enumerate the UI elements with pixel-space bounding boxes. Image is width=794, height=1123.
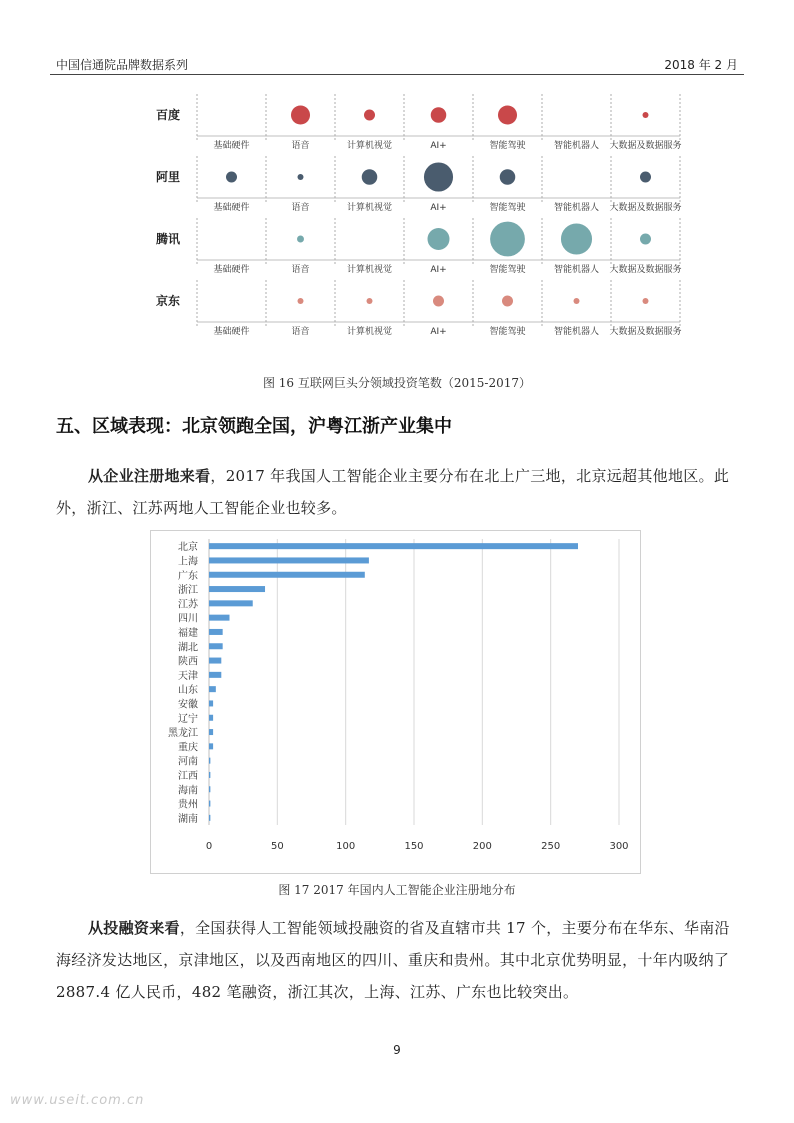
y-tick-label: 辽宁 — [178, 713, 198, 725]
category-label: 基础硬件 — [213, 327, 250, 337]
bar-贵州 — [209, 801, 210, 807]
bubble-腾讯-智能机器人 — [561, 223, 592, 254]
category-label: 基础硬件 — [213, 265, 250, 275]
category-label: 语音 — [291, 265, 310, 275]
category-label: 大数据及数据服务 — [609, 203, 682, 213]
bar-陕西 — [209, 658, 221, 664]
category-label: 大数据及数据服务 — [609, 327, 682, 337]
bar-黑龙江 — [209, 729, 213, 735]
bar-福建 — [209, 629, 223, 635]
category-label: 语音 — [291, 203, 310, 213]
bubble-阿里-计算机视觉 — [362, 169, 378, 185]
bubble-阿里-AI+ — [424, 162, 453, 191]
category-label: AI+ — [430, 141, 447, 151]
category-label: 智能驾驶 — [489, 203, 526, 213]
y-tick-label: 湖北 — [178, 642, 198, 654]
bar-山东 — [209, 686, 216, 692]
category-label: AI+ — [430, 203, 447, 213]
paragraph-2-lead: 从投融资来看 — [88, 919, 180, 937]
bar-天津 — [209, 672, 221, 678]
y-tick-label: 天津 — [178, 670, 198, 682]
category-label: 智能驾驶 — [489, 327, 526, 337]
x-tick-label: 0 — [205, 841, 213, 852]
y-tick-label: 福建 — [178, 627, 198, 639]
bubble-京东-大数据及数据服务 — [642, 298, 648, 304]
bubble-百度-语音 — [291, 105, 310, 124]
bubble-阿里-语音 — [297, 174, 303, 180]
y-tick-label: 贵州 — [178, 799, 198, 811]
y-tick-label: 广东 — [178, 570, 198, 582]
y-tick-label: 山东 — [178, 685, 198, 697]
header-rule — [50, 74, 744, 75]
bubble-腾讯-语音 — [297, 236, 304, 243]
bubble-百度-大数据及数据服务 — [642, 112, 648, 118]
category-label: 计算机视觉 — [346, 265, 393, 275]
category-label: 智能机器人 — [553, 203, 600, 213]
category-label: 智能机器人 — [553, 327, 600, 337]
category-label: 计算机视觉 — [346, 141, 393, 151]
category-label: 智能机器人 — [553, 141, 600, 151]
category-label: 大数据及数据服务 — [609, 265, 682, 275]
category-label: 智能驾驶 — [489, 141, 526, 151]
bubble-百度-智能驾驶 — [498, 105, 517, 124]
bubble-阿里-大数据及数据服务 — [640, 172, 651, 183]
y-tick-label: 安徽 — [178, 699, 198, 711]
bar-湖南 — [209, 815, 210, 821]
y-tick-label: 浙江 — [178, 585, 198, 597]
bubble-阿里-基础硬件 — [226, 172, 237, 183]
bubble-百度-计算机视觉 — [364, 110, 375, 121]
bubble-百度-AI+ — [431, 107, 447, 123]
bar-江苏 — [209, 600, 253, 606]
paragraph-2-text: ，全国获得人工智能领域投融资的省及直辖市共 17 个，主要分布在华东、华南沿海经济发达地区，京津地区，以及西南地区的四川、重庆和贵州。其中北京优势明显，十年内吸纳了 2887.4 亿人民币，482 笔融资，浙江其次，上海、江苏、广东也比较突出。 — [56, 919, 730, 1001]
y-tick-label: 上海 — [178, 556, 198, 568]
y-tick-label: 陕西 — [178, 656, 198, 668]
bubble-京东-智能机器人 — [573, 298, 579, 304]
bubble-京东-计算机视觉 — [366, 298, 372, 304]
bubble-京东-语音 — [297, 298, 303, 304]
row-label-1: 阿里 — [156, 170, 181, 184]
bar-chart — [151, 531, 640, 873]
bar-河南 — [209, 758, 210, 764]
y-tick-label: 黑龙江 — [168, 728, 198, 740]
bar-北京 — [209, 543, 578, 549]
page-number: 9 — [393, 1043, 401, 1057]
y-tick-label: 湖南 — [178, 813, 198, 825]
category-label: 语音 — [291, 327, 310, 337]
bubble-腾讯-AI+ — [428, 228, 450, 250]
watermark: www.useit.com.cn — [10, 1093, 145, 1108]
y-tick-label: 河南 — [178, 756, 198, 768]
x-tick-label: 50 — [270, 841, 284, 852]
bar-浙江 — [209, 586, 265, 592]
y-tick-label: 江西 — [178, 770, 198, 782]
bar-重庆 — [209, 743, 213, 749]
bar-江西 — [209, 772, 210, 778]
x-tick-label: 300 — [609, 841, 629, 852]
bar-海南 — [209, 786, 210, 792]
category-label: 基础硬件 — [213, 141, 250, 151]
x-tick-label: 200 — [472, 841, 492, 852]
header-right: 2018 年 2 月 — [664, 58, 738, 72]
header-left: 中国信通院品牌数据系列 — [56, 58, 189, 72]
bar-上海 — [209, 557, 369, 563]
bar-湖北 — [209, 643, 223, 649]
y-tick-label: 海南 — [178, 785, 198, 797]
x-tick-label: 250 — [541, 841, 561, 852]
paragraph-1-lead: 从企业注册地来看 — [88, 467, 211, 485]
bubble-chart — [148, 88, 682, 350]
bubble-京东-智能驾驶 — [502, 296, 513, 307]
row-label-2: 腾讯 — [156, 232, 181, 246]
category-label: AI+ — [430, 327, 447, 337]
category-label: 计算机视觉 — [346, 203, 393, 213]
category-label: 大数据及数据服务 — [609, 141, 682, 151]
category-label: 智能机器人 — [553, 265, 600, 275]
bubble-京东-AI+ — [433, 296, 444, 307]
y-tick-label: 四川 — [178, 613, 198, 625]
category-label: 基础硬件 — [213, 203, 250, 213]
bubble-腾讯-智能驾驶 — [490, 222, 525, 257]
category-label: AI+ — [430, 265, 447, 275]
bubble-阿里-智能驾驶 — [500, 169, 516, 185]
y-tick-label: 北京 — [178, 542, 198, 554]
x-tick-label: 150 — [404, 841, 424, 852]
paragraph-1 — [56, 460, 740, 524]
bar-四川 — [209, 615, 230, 621]
bar-广东 — [209, 572, 365, 578]
bar-chart-frame — [150, 530, 641, 874]
category-label: 语音 — [291, 141, 310, 151]
category-label: 计算机视觉 — [346, 327, 393, 337]
section-title: 五、区域表现：北京领跑全国，沪粤江浙产业集中 — [56, 416, 452, 437]
figure17-caption: 图 17 2017 年国内人工智能企业注册地分布 — [278, 883, 516, 897]
figure16-caption: 图 16 互联网巨头分领域投资笔数（2015-2017） — [262, 376, 532, 390]
y-tick-label: 江苏 — [178, 599, 198, 611]
row-label-0: 百度 — [156, 108, 181, 122]
bar-辽宁 — [209, 715, 213, 721]
paragraph-2 — [56, 912, 740, 1008]
paragraph-1-text: ，2017 年我国人工智能企业主要分布在北上广三地，北京远超其他地区。此外，浙江、江苏两地人工智能企业也较多。 — [56, 467, 730, 517]
category-label: 智能驾驶 — [489, 265, 526, 275]
y-tick-label: 重庆 — [178, 742, 198, 754]
bar-安徽 — [209, 700, 213, 706]
bubble-腾讯-大数据及数据服务 — [640, 234, 651, 245]
x-tick-label: 100 — [336, 841, 356, 852]
row-label-3: 京东 — [156, 294, 181, 308]
